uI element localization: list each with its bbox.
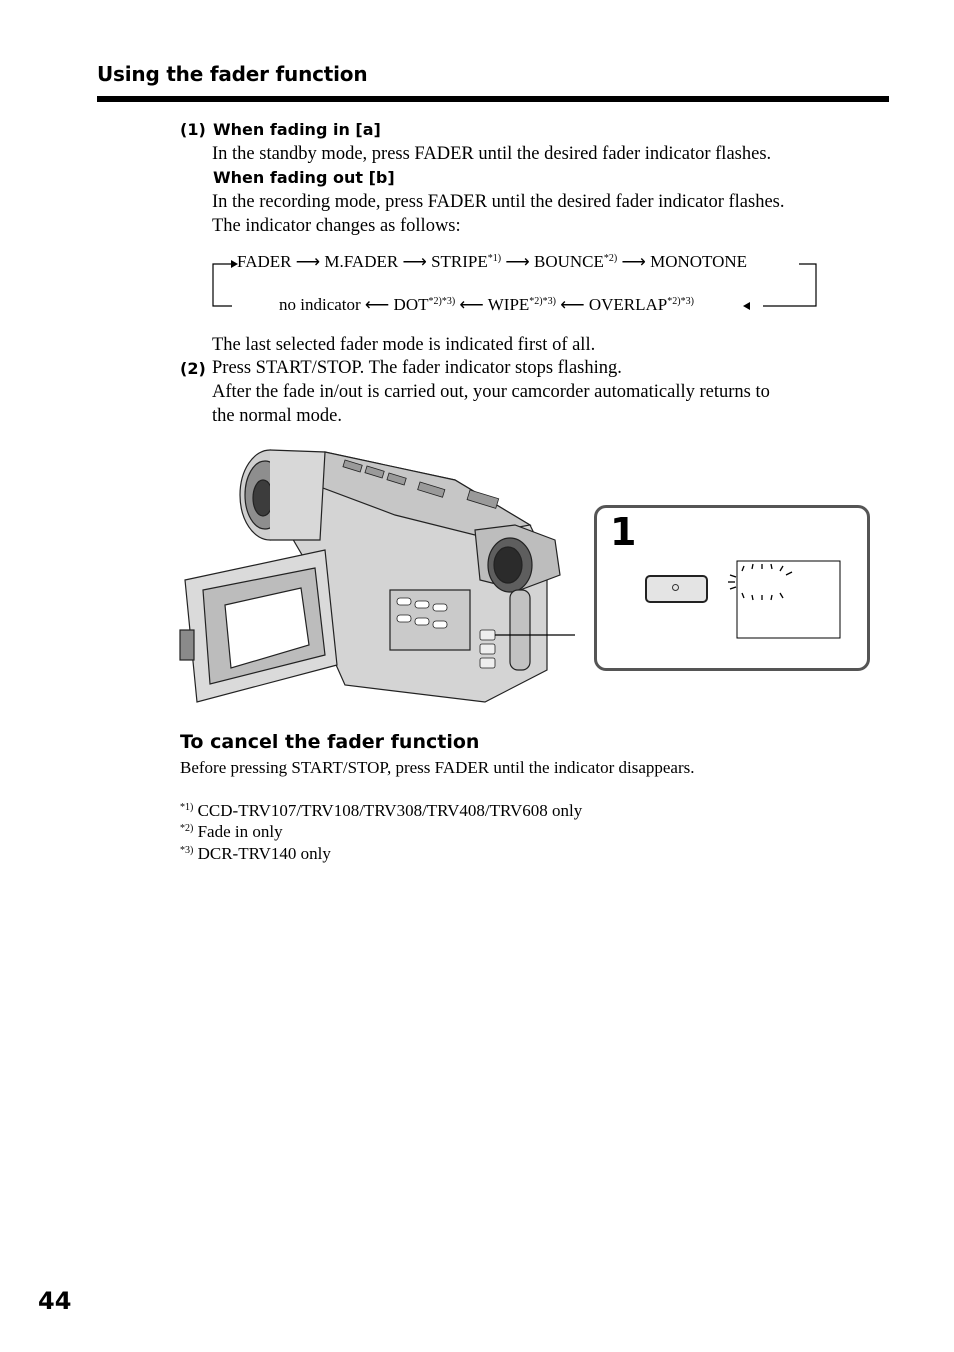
fader-button[interactable] bbox=[645, 575, 708, 603]
arrow-right-icon: ⟶ bbox=[295, 252, 321, 271]
cycle-item-bounce: BOUNCE bbox=[533, 252, 604, 271]
button-dot-icon bbox=[672, 584, 679, 591]
cycle-item-m-fader: M.FADER bbox=[324, 252, 399, 271]
step-2-number: (2) bbox=[180, 359, 206, 378]
cycle-item-overlap: OVERLAP bbox=[588, 295, 668, 314]
cycle-top-row bbox=[237, 252, 747, 272]
cycle-item-no-indicator: no indicator bbox=[279, 295, 361, 314]
footnote-mark: *3) bbox=[180, 845, 194, 856]
step-2-line-3: the normal mode. bbox=[212, 406, 342, 426]
footnote-mark: *2) bbox=[180, 823, 194, 834]
arrow-right-icon: ⟶ bbox=[402, 252, 427, 271]
footnote-ref: *2)*3) bbox=[667, 296, 694, 307]
footnote-ref: *2)*3) bbox=[428, 296, 456, 307]
cycle-item-monotone: MONOTONE bbox=[650, 252, 748, 271]
arrow-left-icon: ⟵ bbox=[560, 295, 585, 314]
cancel-heading: To cancel the fader function bbox=[180, 731, 480, 753]
footnote-text: Fade in only bbox=[193, 822, 283, 841]
footnote-ref: *2)*3) bbox=[529, 296, 556, 307]
cancel-text: Before pressing START/STOP, press FADER until the indicator disappears. bbox=[180, 758, 695, 777]
page-number: 44 bbox=[38, 1287, 72, 1315]
fade-out-heading: When fading out [b] bbox=[213, 168, 395, 187]
arrow-right-icon: ⟶ bbox=[621, 252, 646, 271]
fade-in-heading: When fading in [a] bbox=[213, 120, 381, 139]
step-2-line-2: After the fade in/out is carried out, your camcorder automatically returns to bbox=[212, 382, 770, 402]
title-rule bbox=[97, 96, 889, 102]
cycle-item-fader: FADER bbox=[237, 252, 292, 271]
viewfinder-display bbox=[722, 558, 847, 643]
footnote-2 bbox=[180, 822, 283, 842]
cycle-item-dot: DOT bbox=[393, 295, 429, 314]
camcorder-illustration bbox=[175, 440, 575, 710]
footnote-ref: *2) bbox=[603, 253, 618, 264]
fade-out-text: In the recording mode, press FADER until the desired fader indicator flashes. bbox=[212, 192, 785, 212]
footnote-3 bbox=[180, 844, 331, 864]
footnote-text: CCD-TRV107/TRV108/TRV308/TRV408/TRV608 only bbox=[193, 801, 583, 820]
section-title: Using the fader function bbox=[97, 62, 368, 86]
footnote-mark: *1) bbox=[180, 802, 194, 813]
last-selected-text: The last selected fader mode is indicated first of all. bbox=[212, 335, 596, 355]
fade-in-text: In the standby mode, press FADER until the desired fader indicator flashes. bbox=[212, 144, 772, 164]
step-2-line-1: Press START/STOP. The fader indicator stops flashing. bbox=[212, 358, 622, 378]
step-1-number: (1) bbox=[180, 120, 206, 139]
callout-step-number: 1 bbox=[610, 510, 637, 554]
cycle-bottom-row bbox=[279, 295, 694, 315]
footnote-text: DCR-TRV140 only bbox=[193, 844, 331, 863]
indicator-changes-text: The indicator changes as follows: bbox=[212, 216, 461, 236]
footnote-ref: *1) bbox=[487, 253, 502, 264]
cycle-item-stripe: STRIPE bbox=[431, 252, 488, 271]
arrow-left-icon: ⟵ bbox=[364, 295, 390, 314]
arrow-left-icon: ⟵ bbox=[459, 295, 484, 314]
footnote-1 bbox=[180, 801, 582, 821]
cycle-item-wipe: WIPE bbox=[487, 295, 530, 314]
arrow-right-icon: ⟶ bbox=[505, 252, 530, 271]
